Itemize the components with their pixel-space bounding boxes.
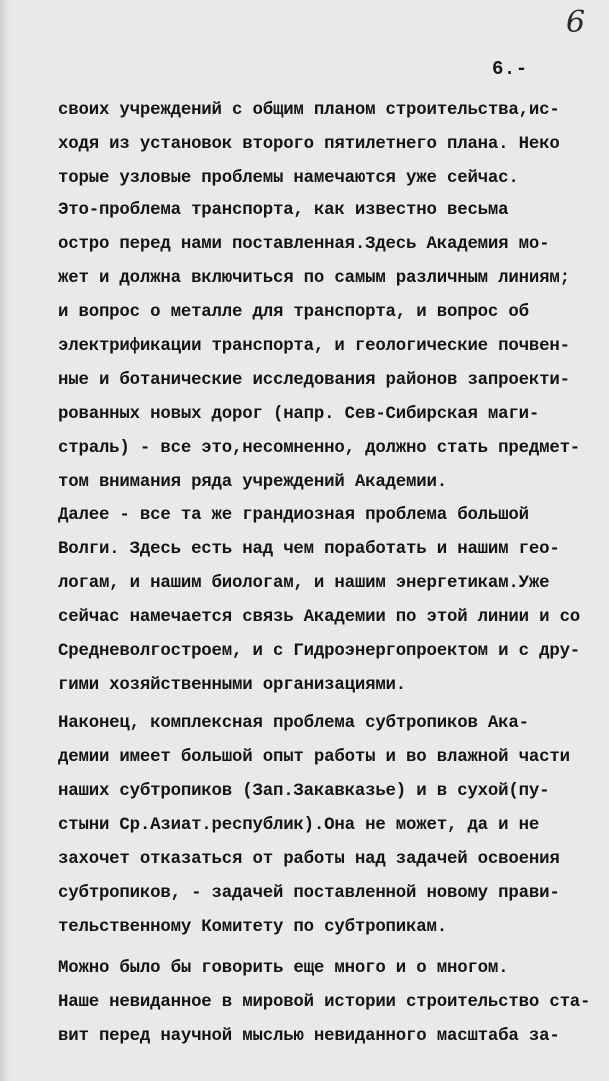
text-line: Наше невиданное в мировой истории строительство ста-: [58, 993, 591, 1012]
text-line: Средневолгостроем, и с Гидроэнергопроектом и с дру-: [58, 642, 581, 661]
text-line: демии имеет большой опыт работы и во влажной части: [58, 748, 570, 767]
text-line: сейчас намечается связь Академии по этой линии и со: [58, 608, 581, 627]
text-line: субтропиков, - задачей поставленной новому прави-: [58, 884, 560, 903]
text-line: стыни Ср.Азиат.республик).Она не может, да и не: [58, 816, 540, 835]
text-line: ходя из установок второго пятилетнего плана. Неко: [58, 135, 560, 154]
paragraph-2: [58, 194, 581, 500]
paragraph-5: [58, 952, 591, 1054]
text-line: Можно было бы говорить еще много и о многом.: [58, 959, 509, 978]
text-line: и вопрос о металле для транспорта, и вопрос об: [58, 303, 529, 322]
text-line: Волги. Здесь есть над чем поработать и нашим гео-: [58, 540, 560, 559]
text-line: наших субтропиков (Зап.Закавказье) и в сухой(пу-: [58, 782, 550, 801]
text-line: рованных новых дорог (напр. Сев-Сибирская маги-: [58, 405, 540, 424]
text-line: ные и ботанические исследования районов запроекти-: [58, 371, 570, 390]
text-line: торые узловые проблемы намечаются уже сейчас.: [58, 169, 519, 188]
text-line: своих учреждений с общим планом строительства,ис-: [58, 101, 560, 120]
text-line: жет и должна включиться по самым различным линиям;: [58, 269, 570, 288]
text-line: страль) - все это,несомненно, должно стать предмет-: [58, 439, 581, 458]
text-line: Наконец, комплексная проблема субтропиков Ака-: [58, 714, 529, 733]
text-line: логам, и нашим биологам, и нашим энергетикам.Уже: [58, 574, 550, 593]
text-line: Далее - все та же грандиозная проблема большой: [58, 506, 529, 525]
text-line: гими хозяйственными организациями.: [58, 676, 407, 695]
scan-edge-shadow: [0, 0, 10, 1081]
text-line: захочет отказаться от работы над задачей освоения: [58, 850, 560, 869]
text-line: электрификации транспорта, и геологические почвен-: [58, 337, 570, 356]
paragraph-4: [58, 707, 570, 945]
paragraph-3: [58, 499, 581, 703]
paragraph-1: [58, 94, 558, 196]
text-line: тельственному Комитету по субтропикам.: [58, 918, 447, 937]
text-line: вит перед научной мыслью невиданного масштаба за-: [58, 1027, 560, 1046]
typed-page-number: 6.-: [492, 58, 528, 80]
text-line: том внимания ряда учреждений Академии.: [58, 473, 447, 492]
text-line: остро перед нами поставленная.Здесь Академия мо-: [58, 235, 550, 254]
handwritten-page-number: 6: [566, 5, 586, 40]
text-line: Это-проблема транспорта, как известно весьма: [58, 201, 509, 220]
